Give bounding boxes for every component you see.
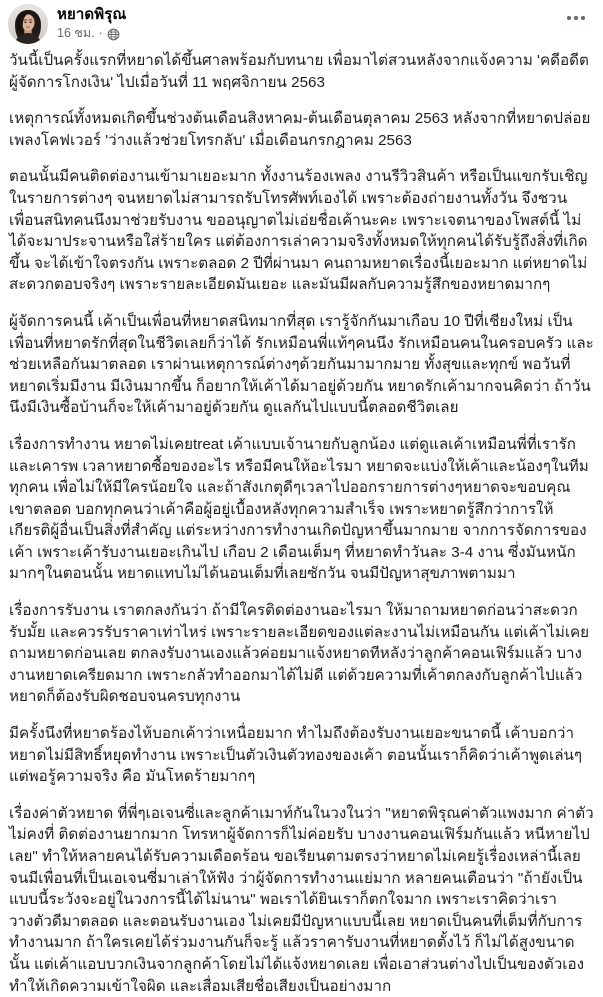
more-options-icon[interactable] — [559, 8, 593, 28]
menu-dot — [581, 16, 585, 20]
post-paragraph: ผู้จัดการคนนี้ เค้าเป็นเพื่อนที่หยาดสนิทมากที่สุด เรารู้จักกันมาเกือบ 10 ปีที่เชียงใหม่ เป็นเพื่อนที่หยาดรักที่สุดในชีวิตเลยก็ว่าได้ รักเหมือนพี่แท้ๆคนนึง รักเหมือนคนในครอบครัว และช่วยเหลือกันมาตลอด เราผ่านเหตุการณ์ต่างๆด้วยกันมามากมาย ทั้งสุขและทุกข์ พอวันที่หยาดเริ่มมีงาน มีเงินมากขึ้น ก็อยากให้เค้าได้มาอยู่ด้วยกัน หยาดรักเค้ามากจนคิดว่า ถ้าวันนึงมีเงินซื้อบ้านก็จะให้เค้ามาอยู่ด้วยกัน ดูแลกันไปแบบนี้ตลอดชีวิตเลย — [9, 312, 594, 417]
avatar[interactable] — [8, 4, 48, 44]
post-paragraph: เรื่องการทำงาน หยาดไม่เคยtreat เค้าแบบเจ้านายกับลูกน้อง แต่ดูแลเค้าเหมือนพี่ที่เรารักและเคารพ เวลาหยาดซื้อของอะไร หรือมีคนให้อะไรมา หยาดจะแบ่งให้เค้าและน้องๆในทีมทุกคน เพื่อไม่ให้มีใครน้อยใจ และถ้าสังเกตุดีๆเวลาไปออกรายการต่างๆหยาดจะขอบคุณเขาตลอด บอกทุกคนว่าเค้าคือผู้อยู่เบื้องหลังทุกความสำเร็จ เพราะหยาดรู้สึกว่าการให้เกียรติผู้อื่นเป็นสิ่งที่สำคัญ แต่ระหว่างการทำงานเกิดปัญหาขึ้นมากมาย จากการจัดการของเค้า เพราะเค้ารับงานเยอะเกินไป เกือบ 2 เดือนเต็มๆ ที่หยาดทำวันละ 3-4 งาน ซึ่งมันหนักมากๆในตอนนั้น หยาดแทบไม่ได้นอนเต็มที่เลยซักวัน จนมีปัญหาสุขภาพตามมา — [9, 435, 589, 583]
post-paragraph: เรื่องการรับงาน เราตกลงกันว่า ถ้ามีใครติดต่องานอะไรมา ให้มาถามหยาดก่อนว่าสะดวกรับมั้ย และควรรับราคาเท่าไหร่ เพราะรายละเอียดของแต่ละงานไม่เหมือนกัน แต่เค้าไม่เคยถามหยาดก่อนเลย ตกลงรับงานเองแล้วค่อยมาแจ้งหยาดทีหลังว่าลูกค้าคอนเฟิร์มแล้ว บางงานหยาดเครียดมาก เพราะกลัวทำออกมาได้ไม่ดี แต่ด้วยความที่เค้าตกลงกับลูกค้าไปแล้ว หยาดก็ต้องรับผิดชอบจนครบทุกงาน — [9, 602, 590, 706]
post-timestamp[interactable]: 16 ชม. — [57, 26, 95, 40]
post-paragraph: วันนี้เป็นครั้งแรกที่หยาดได้ขึ้นศาลพร้อมกับทนาย เพื่อมาไต่สวนหลังจากแจ้งความ 'คดีอดีตผู้จัดการโกงเงิน' ไปเมื่อวันที่ 11 พฤศจิกายน 2563 — [9, 52, 589, 91]
post-paragraph: เรื่องค่าตัวหยาด ที่พี่ๆเอเจนซี่และลูกค้าเมาท์กันในวงในว่า "หยาดพิรุณค่าตัวแพงมาก ค่าตัวไม่คงที่ ติดต่องานยากมาก โทรหาผู้จัดการก็ไม่ค่อยรับ บางงานคอนเฟิร์มกันแล้ว หนีหายไปเลย" ทำให้หลายคนได้รับความเดือดร้อน ขอเรียนตามตรงว่าหยาดไม่เคยรู้เรื่องเหล่านี้เลย จนมีเพื่อนที่เป็นเอเจนซี่มาเล่าให้ฟัง ว่าผู้จัดการทำงานแย่มาก หลายคนเตือนว่า "ถ้ายังเป็นแบบนี้ระวังจะอยู่ในวงการนี้ได้ไม่นาน" พอเราได้ยินเราก็ตกใจมาก เพราะเราคิดว่าเราวางตัวดีมาตลอด และตอนรับงานเอง ไม่เคยมีปัญหาแบบนี้เลย หยาดเป็นคนที่เต็มที่กับการทำงานมาก ถ้าใครเคยได้ร่วมงานกันก็จะรู้ แล้วราคารับงานที่หยาดตั้งไว้ ก็ไม่ได้สูงขนาดนั้น แต่เค้าแอบบวกเงินจากลูกค้าโดยไม่ได้แจ้งหยาดเลย เพื่อเอาส่วนต่างไปเป็นของตัวเอง ทำให้เกิดความเข้าใจผิด และเสื่อมเสียชื่อเสียงเป็นอย่างมาก — [9, 804, 594, 995]
post-paragraph: ตอนนั้นมีคนติดต่องานเข้ามาเยอะมาก ทั้งงานร้องเพลง งานรีวิวสินค้า หรือเป็นแขกรับเชิญในรายการต่างๆ จนหยาดไม่สามารถรับโทรศัพท์เองได้ เพราะต้องถ่ายงานทั้งวัน จึงชวนเพื่อนสนิทคนนึงมาช่วยรับงาน ขออนุญาตไม่เอ่ยชื่อเค้านะคะ เพราะเจตนาของโพสต์นี้ ไม่ได้จะมาประจานหรือใส่ร้ายใคร แต่ต้องการเล่าความจริงทั้งหมดให้ทุกคนได้รับรู้ถึงสิ่งที่เกิดขึ้น จะได้เข้าใจตรงกัน เพราะตลอด 2 ปีที่ผ่านมา คนถามหยาดเรื่องนี้เยอะมาก แต่หยาดไม่สะดวกตอบจริงๆ เพราะรายละเอียดมันเยอะ และมันมีผลกับความรู้สึกของหยาดมากๆ — [9, 168, 588, 294]
avatar-image — [8, 4, 48, 44]
meta-separator: · — [98, 26, 103, 40]
menu-dot — [567, 16, 571, 20]
author-name[interactable]: หยาดพิรุณ — [57, 6, 127, 23]
menu-dot — [574, 16, 578, 20]
post-paragraph: มีครั้งนึงที่หยาดร้องไห้บอกเค้าว่าเหนื่อยมาก ทำไมถึงต้องรับงานเยอะขนาดนี้ เค้าบอกว่าหยาดไม่มีสิทธิ์หยุดทำงาน เพราะเป็นตัวเงินตัวทองของเค้า ตอนนั้นเราก็คิดว่าเค้าพูดเล่นๆ แต่พอรู้ความจริง คือ มันโหดร้ายมากๆ — [9, 725, 583, 786]
globe-icon[interactable] — [107, 28, 120, 41]
post-header-text — [57, 4, 126, 41]
post-paragraph: เหตุการณ์ทั้งหมดเกิดขึ้นช่วงต้นเดือนสิงหาคม-ต้นเดือนตุลาคม 2563 หลังจากที่หยาดปล่อยเพลงโคฟเวอร์ 'ว่างแล้วช่วยโทรกลับ' เมื่อเดือนกรกฎาคม 2563 — [9, 110, 591, 149]
post-header — [8, 4, 595, 48]
post-body — [8, 50, 595, 997]
post-meta — [57, 25, 126, 41]
